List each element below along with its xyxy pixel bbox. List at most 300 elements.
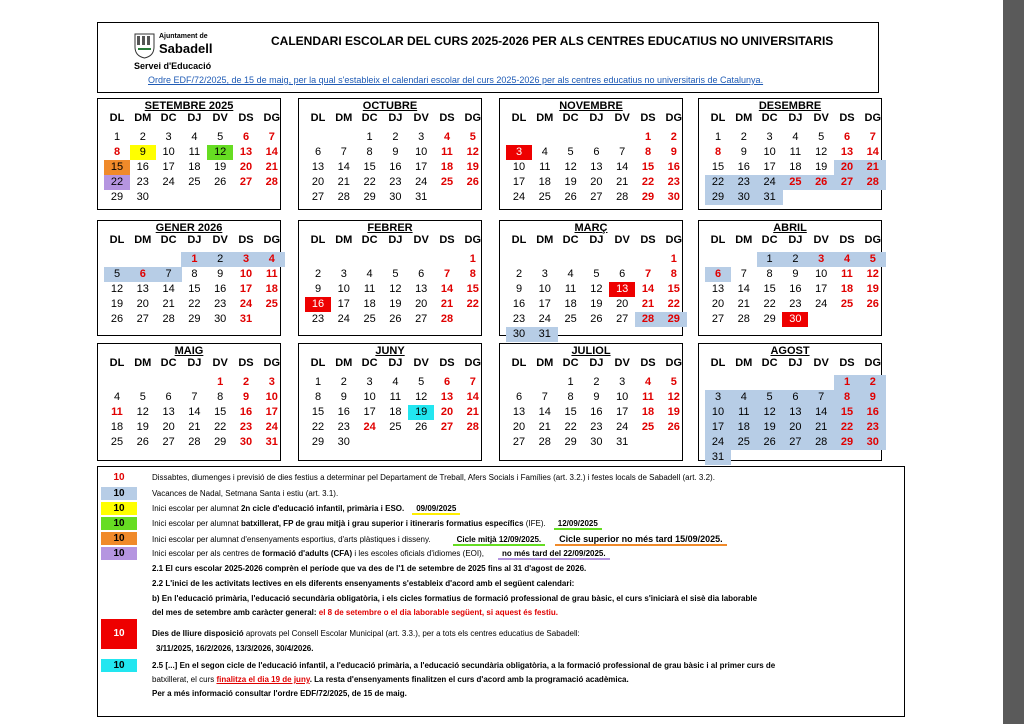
calendar-day: 21 <box>337 176 350 188</box>
calendar-day: 3 <box>808 252 834 267</box>
calendar-day: 27 <box>834 175 860 190</box>
calendar-day: 22 <box>466 298 479 310</box>
calendar-day: 27 <box>162 436 175 448</box>
calendar-day: 22 <box>667 298 680 310</box>
calendar-day: 7 <box>740 268 747 280</box>
weekday-header: DG <box>864 112 882 124</box>
calendar-day: 21 <box>641 298 655 310</box>
calendar-day: 11 <box>265 268 278 280</box>
calendar-day: 9 <box>130 145 156 160</box>
calendar-day: 9 <box>392 146 399 158</box>
legend-row-holidays: Dissabtes, diumenges i previsió de dies festius a determinar pel Departament de Treball, Afers Socials i Famílies (art. 3.2.) i festes locals de Sabadell (art. 3.2). <box>152 473 715 482</box>
calendar-day: 1 <box>181 252 207 267</box>
note-text-bold: . La resta d'ensenyaments finalitzen el curs d'acord amb la programació acadèmica. <box>309 675 629 684</box>
calendar-day: 2 <box>207 252 233 267</box>
calendar-day: 14 <box>265 146 278 158</box>
calendar-day: 25 <box>840 298 854 310</box>
calendar-day: 19 <box>815 161 828 173</box>
calendar-day: 28 <box>440 313 454 325</box>
calendar-day: 5 <box>860 252 886 267</box>
calendar-day: 16 <box>667 161 680 173</box>
month-name: JULIOL <box>571 345 611 357</box>
calendar-day: 29 <box>641 191 655 203</box>
calendar-day: 15 <box>214 406 227 418</box>
calendar-day: 2 <box>314 268 322 280</box>
calendar-day: 12 <box>207 145 233 160</box>
legend-text-bold: formació d'adults (CFA) <box>262 549 353 558</box>
month-name: FEBRER <box>367 222 413 234</box>
calendar-day: 7 <box>619 146 626 158</box>
calendar-day: 25 <box>731 435 757 450</box>
weekday-header: DV <box>212 234 228 246</box>
weekday-header: DL <box>109 234 125 246</box>
calendar-day: 30 <box>860 435 886 450</box>
page-title: CALENDARI ESCOLAR DEL CURS 2025-2026 PER ALS CENTRES EDUCATIUS NO UNIVERSITARIS <box>271 34 834 48</box>
legend-row-free-days <box>152 629 580 638</box>
month-name: GENER 2026 <box>155 222 223 234</box>
month-name: DESEMBRE <box>758 100 822 112</box>
calendar-day: 3 <box>233 252 259 267</box>
calendar-day: 15 <box>667 283 680 295</box>
calendar-day: 6 <box>314 146 322 158</box>
month-7 <box>499 220 683 340</box>
calendar-day: 17 <box>265 406 278 418</box>
weekday-header: DM <box>134 112 152 124</box>
calendar-day: 18 <box>840 283 854 295</box>
calendar-day: 28 <box>808 435 834 450</box>
calendar-day: 29 <box>188 313 201 325</box>
calendar-day: 15 <box>104 160 130 175</box>
legend-date-yellow: 09/09/2025 <box>412 504 460 515</box>
month-8 <box>698 220 882 336</box>
weekday-header: DG <box>263 112 281 124</box>
coat-of-arms-icon <box>134 33 155 59</box>
calendar-day: 2 <box>392 131 399 143</box>
calendar-day: 28 <box>466 421 479 433</box>
calendar-day: 4 <box>541 146 548 158</box>
calendar-day: 1 <box>644 131 652 143</box>
calendar-day: 12 <box>757 405 783 420</box>
calendar-day: 3 <box>619 376 626 388</box>
weekday-header: DJ <box>388 112 403 124</box>
weekday-header: DL <box>710 357 726 369</box>
calendar-day: 5 <box>469 131 476 143</box>
calendar-day: 13 <box>782 405 808 420</box>
note-2-5-line1: 2.5 [...] En el segon cicle de l'educació infantil, a l'educació primària, a l'educació secundària obligatòria, a la formació professional de grau bàsic i al primer curs de <box>152 661 776 670</box>
calendar-day: 26 <box>866 298 879 310</box>
calendar-day: 18 <box>188 161 201 173</box>
calendar-day: 20 <box>162 421 175 433</box>
calendar-day: 11 <box>111 406 123 418</box>
calendar-day: 9 <box>740 146 747 158</box>
calendar-day: 5 <box>418 376 425 388</box>
weekday-header: DV <box>614 112 630 124</box>
month-name: SETEMBRE 2025 <box>144 100 234 112</box>
month-10 <box>298 343 482 461</box>
calendar-day: 3 <box>268 376 275 388</box>
calendar-day: 20 <box>782 420 808 435</box>
weekday-header: DG <box>665 112 683 124</box>
calendar-day: 10 <box>815 268 828 280</box>
calendar-day: 30 <box>731 190 757 205</box>
calendar-day: 16 <box>389 161 402 173</box>
calendar-day: 17 <box>763 161 776 173</box>
weekday-header: DL <box>710 112 726 124</box>
calendar-day: 12 <box>389 283 402 295</box>
calendar-day: 17 <box>415 161 428 173</box>
calendar-day: 24 <box>538 313 551 325</box>
calendar-day: 24 <box>363 421 376 433</box>
legend-text: Inici escolar per alumnat <box>152 519 241 528</box>
calendar-day: 20 <box>136 298 149 310</box>
note-text: del mes de setembre amb caràcter general: <box>152 608 319 617</box>
calendar-day: 26 <box>757 435 783 450</box>
calendar-day: 2 <box>860 375 886 390</box>
weekday-header: DL <box>511 234 527 246</box>
legend-text: i les escoles oficials d'idiomes (EOI), <box>352 549 484 558</box>
weekday-header: DC <box>562 234 579 246</box>
calendar-day: 23 <box>860 420 886 435</box>
calendar-day: 20 <box>415 298 428 310</box>
calendar-day: 6 <box>242 131 250 143</box>
legend-swatch-orange: 10 <box>101 532 137 545</box>
calendar-day: 26 <box>590 313 603 325</box>
calendar-day: 26 <box>808 175 834 190</box>
weekday-header: DJ <box>388 357 403 369</box>
legend-date-purple: no més tard del 22/09/2025. <box>498 549 610 560</box>
calendar-day: 1 <box>469 253 476 265</box>
calendar-day: 4 <box>366 268 373 280</box>
calendar-day: 2 <box>670 131 677 143</box>
note-text-red: el 8 de setembre o el dia laborable següent, si aquest és festiu. <box>318 608 558 617</box>
legend-text: Inici escolar per als centres de <box>152 549 263 558</box>
calendar-day: 18 <box>564 298 577 310</box>
calendar-day: 14 <box>162 283 175 295</box>
calendar-day: 17 <box>616 406 629 418</box>
calendar-day: 6 <box>443 376 451 388</box>
calendar-day: 10 <box>162 146 175 158</box>
calendar-day: 12 <box>415 391 428 403</box>
calendar-day: 24 <box>415 176 428 188</box>
calendar-day: 29 <box>214 436 227 448</box>
logo-line-1: Ajuntament de <box>159 33 208 40</box>
calendar-day: 20 <box>616 298 629 310</box>
calendar-day: 23 <box>311 313 325 325</box>
weekday-header: DJ <box>187 234 202 246</box>
legend-text: aprovats pel Consell Escolar Municipal (art. 3.3.), per a tots els centres educatius de Sabadell: <box>243 629 580 638</box>
calendar-day: 10 <box>415 146 428 158</box>
legend-text-bold: Dies de lliure disposició <box>152 629 244 638</box>
calendar-day: 20 <box>239 161 253 173</box>
weekday-header: DJ <box>589 357 604 369</box>
calendar-day: 13 <box>840 146 854 158</box>
legend-row-start-primary <box>152 504 460 515</box>
calendar-day: 22 <box>363 176 376 188</box>
calendar-day: 13 <box>239 146 253 158</box>
weekday-header: DL <box>710 234 726 246</box>
legend-swatch-cyan: 10 <box>101 659 137 672</box>
legend-text: Inici escolar per alumnat d'ensenyaments esportius, d'arts plàstiques i disseny. <box>152 535 431 544</box>
calendar-day: 20 <box>440 406 454 418</box>
weekday-header: DJ <box>187 112 202 124</box>
calendar-day: 17 <box>815 283 828 295</box>
order-link[interactable]: Ordre EDF/72/2025, de 15 de maig, per la qual s'estableix el calendari escolar del curs 2025-2026 per als centres educatius no universitaris de Catalunya. <box>148 75 764 85</box>
legend-row-vacations: Vacances de Nadal, Setmana Santa i estiu (art. 3.1). <box>152 489 339 498</box>
note-2-2: 2.2 L'inici de les activitats lectives en els diferents ensenyaments s'estableix d'acord amb el següent calendari: <box>152 579 575 588</box>
calendar-day: 29 <box>834 435 860 450</box>
weekday-header: DS <box>640 234 656 246</box>
calendar-day: 25 <box>389 421 402 433</box>
note-2-5-line3: Per a més informació consultar l'ordre EDF/72/2025, de 15 de maig. <box>152 689 407 698</box>
calendar-day: 9 <box>340 391 347 403</box>
month-name: JUNY <box>375 345 405 357</box>
calendar-day: 16 <box>337 406 350 418</box>
calendar-day: 8 <box>366 146 373 158</box>
calendar-day: 29 <box>363 191 376 203</box>
calendar-day: 28 <box>188 436 201 448</box>
weekday-header: DC <box>160 357 177 369</box>
calendar-day: 10 <box>763 146 776 158</box>
calendar-day: 26 <box>466 176 479 188</box>
calendar-day: 3 <box>418 131 425 143</box>
calendar-day: 22 <box>641 176 655 188</box>
weekday-header: DV <box>212 112 228 124</box>
note-b-line1: b) En l'educació primària, l'educació secundària obligatòria, i els cicles formatius de formació professional de grau bàsic, el curs s'iniciarà el sisè dia laborable <box>152 594 758 603</box>
calendar-day: 16 <box>860 405 886 420</box>
calendar-day: 1 <box>217 376 224 388</box>
month-5 <box>97 220 281 336</box>
weekday-header: DL <box>511 112 527 124</box>
calendar-day: 18 <box>363 298 376 310</box>
calendar-day: 26 <box>110 313 124 325</box>
calendar-day: 22 <box>564 421 577 433</box>
calendar-day: 21 <box>188 421 201 433</box>
calendar-day: 4 <box>567 268 574 280</box>
calendar-day: 5 <box>139 391 146 403</box>
calendar-day: 23 <box>789 298 802 310</box>
weekday-header: DG <box>263 357 281 369</box>
calendar-day: 3 <box>766 131 773 143</box>
calendar-day: 9 <box>515 283 523 295</box>
calendar-day: 15 <box>564 406 577 418</box>
calendar-day: 12 <box>866 268 879 280</box>
calendar-day: 13 <box>440 391 454 403</box>
calendar-day: 6 <box>165 391 172 403</box>
weekday-header: DL <box>109 112 125 124</box>
calendar-day: 12 <box>667 391 680 403</box>
legend-box <box>97 466 905 717</box>
weekday-header: DM <box>536 357 554 369</box>
calendar-day: 26 <box>136 436 149 448</box>
weekday-header: DL <box>310 357 326 369</box>
calendar-day: 25 <box>538 191 551 203</box>
calendar-day: 10 <box>265 391 278 403</box>
calendar-day: 24 <box>239 298 253 310</box>
calendar-day: 7 <box>156 267 182 282</box>
calendar-day: 4 <box>731 390 757 405</box>
calendar-day: 11 <box>188 146 201 158</box>
calendar-day: 30 <box>337 436 350 448</box>
calendar-day: 10 <box>512 161 526 173</box>
calendar-day: 6 <box>418 268 425 280</box>
calendar-day: 21 <box>860 160 886 175</box>
calendar-day: 31 <box>239 313 253 325</box>
calendar-day: 30 <box>506 327 532 342</box>
note-2-1: 2.1 El curs escolar 2025-2026 comprèn el període que va des de l'1 de setembre de 2025 fins al 31 d'agost de 2026. <box>152 564 587 573</box>
calendar-day: 29 <box>763 313 776 325</box>
month-6 <box>298 220 482 336</box>
calendar-day: 5 <box>567 146 574 158</box>
month-3 <box>499 98 683 210</box>
calendar-day: 4 <box>792 131 799 143</box>
weekday-header: DC <box>761 112 778 124</box>
calendar-day: 14 <box>808 405 834 420</box>
calendar-day: 29 <box>311 436 325 448</box>
weekday-header: DC <box>761 234 778 246</box>
calendar-day: 21 <box>737 298 750 310</box>
calendar-day: 19 <box>667 406 680 418</box>
weekday-header: DM <box>335 234 353 246</box>
weekday-header: DC <box>361 234 378 246</box>
calendar-day: 26 <box>214 176 227 188</box>
calendar-day: 27 <box>616 313 629 325</box>
weekday-header: DV <box>813 234 829 246</box>
weekday-header: DV <box>413 234 429 246</box>
calendar-day: 18 <box>538 176 551 188</box>
calendar-day: 12 <box>466 146 479 158</box>
calendar-day: 14 <box>538 406 551 418</box>
calendar-day: 11 <box>564 283 577 295</box>
calendar-day: 16 <box>789 283 802 295</box>
calendar-day: 27 <box>711 313 725 325</box>
calendar-day: 3 <box>340 268 347 280</box>
calendar-day: 4 <box>259 252 285 267</box>
weekday-header: DM <box>735 234 753 246</box>
calendar-day: 31 <box>265 436 278 448</box>
calendar-day: 19 <box>136 421 149 433</box>
calendar-day: 6 <box>843 131 851 143</box>
calendar-day: 10 <box>363 391 376 403</box>
calendar-day: 14 <box>616 161 629 173</box>
calendar-day: 21 <box>616 176 629 188</box>
calendar-day: 10 <box>616 391 629 403</box>
header-box <box>97 22 879 93</box>
calendar-day: 6 <box>593 146 600 158</box>
free-days-dates: 3/11/2025, 16/2/2026, 13/3/2026, 30/4/2026. <box>156 644 314 653</box>
calendar-day: 30 <box>590 436 603 448</box>
month-1 <box>97 98 281 210</box>
calendar-day: 13 <box>609 282 635 297</box>
calendar-day: 31 <box>616 436 629 448</box>
calendar-day: 27 <box>239 176 253 188</box>
calendar-day: 10 <box>705 405 731 420</box>
calendar-day: 22 <box>763 298 776 310</box>
calendar-day: 12 <box>564 161 577 173</box>
logo-line-3: Servei d'Educació <box>134 61 212 71</box>
calendar-day: 3 <box>366 376 373 388</box>
calendar-day: 2 <box>593 376 600 388</box>
calendar-day: 28 <box>265 176 278 188</box>
calendar-day: 7 <box>340 146 347 158</box>
calendar-day: 4 <box>191 131 198 143</box>
legend-date-mid-cycle: Cicle mitjà 12/09/2025. <box>453 535 546 546</box>
weekday-header: DM <box>134 357 152 369</box>
calendar-day: 21 <box>440 298 454 310</box>
calendar-day: 16 <box>590 406 603 418</box>
weekday-header: DS <box>839 112 855 124</box>
calendar-day: 13 <box>590 161 603 173</box>
weekday-header: DC <box>761 357 778 369</box>
calendar-day: 18 <box>789 161 802 173</box>
calendar-day: 18 <box>110 421 124 433</box>
calendar-day: 14 <box>440 283 454 295</box>
calendar-day: 8 <box>314 391 322 403</box>
calendar-day: 8 <box>834 390 860 405</box>
calendar-day: 10 <box>538 283 551 295</box>
calendar-day: 11 <box>642 391 654 403</box>
note-text-red: finalitza el dia 19 de juny <box>216 675 310 684</box>
calendar-day: 19 <box>214 161 227 173</box>
calendar-day: 5 <box>818 131 825 143</box>
calendar-day: 12 <box>110 283 124 295</box>
legend-swatch-blue: 10 <box>101 487 137 500</box>
calendar-day: 30 <box>667 191 680 203</box>
month-name: MARÇ <box>574 222 608 234</box>
weekday-header: DM <box>335 357 353 369</box>
calendar-day: 8 <box>714 146 722 158</box>
calendar-day: 10 <box>337 283 350 295</box>
calendar-day: 16 <box>737 161 750 173</box>
calendar-day: 2 <box>340 376 347 388</box>
calendar-day: 17 <box>363 406 376 418</box>
calendar-day: 5 <box>670 376 677 388</box>
weekday-header: DS <box>238 112 254 124</box>
calendar-day: 5 <box>217 131 224 143</box>
weekday-header: DS <box>238 234 254 246</box>
calendar-day: 26 <box>415 421 428 433</box>
weekday-header: DC <box>160 234 177 246</box>
legend-swatch-yellow: 10 <box>101 502 137 515</box>
calendar-day: 2 <box>740 131 747 143</box>
calendar-day: 7 <box>808 390 834 405</box>
weekday-header: DM <box>735 112 753 124</box>
calendar-day: 1 <box>366 131 373 143</box>
calendar-day: 8 <box>670 268 677 280</box>
calendar-day: 22 <box>311 421 325 433</box>
calendar-day: 27 <box>440 421 454 433</box>
calendar-day: 4 <box>113 391 121 403</box>
calendar-day: 7 <box>644 268 652 280</box>
calendar-day: 23 <box>136 176 149 188</box>
calendar-day: 29 <box>110 191 124 203</box>
month-11 <box>499 343 683 461</box>
calendar-day: 21 <box>466 406 479 418</box>
calendar-day: 31 <box>532 327 558 342</box>
logo-line-2: Sabadell <box>159 41 213 56</box>
calendar-day: 24 <box>705 435 731 450</box>
legend-text: (IFE). <box>523 519 546 528</box>
window-shadow <box>1003 0 1024 724</box>
weekday-header: DL <box>511 357 527 369</box>
calendar-day: 17 <box>705 420 731 435</box>
calendar-day: 19 <box>866 283 879 295</box>
legend-row-start-arts <box>152 534 727 546</box>
calendar-day: 31 <box>757 190 783 205</box>
calendar-day: 16 <box>214 283 227 295</box>
calendar-day: 1 <box>670 253 677 265</box>
legend-swatch-free-days: 10 <box>101 619 137 649</box>
calendar-day: 21 <box>162 298 175 310</box>
